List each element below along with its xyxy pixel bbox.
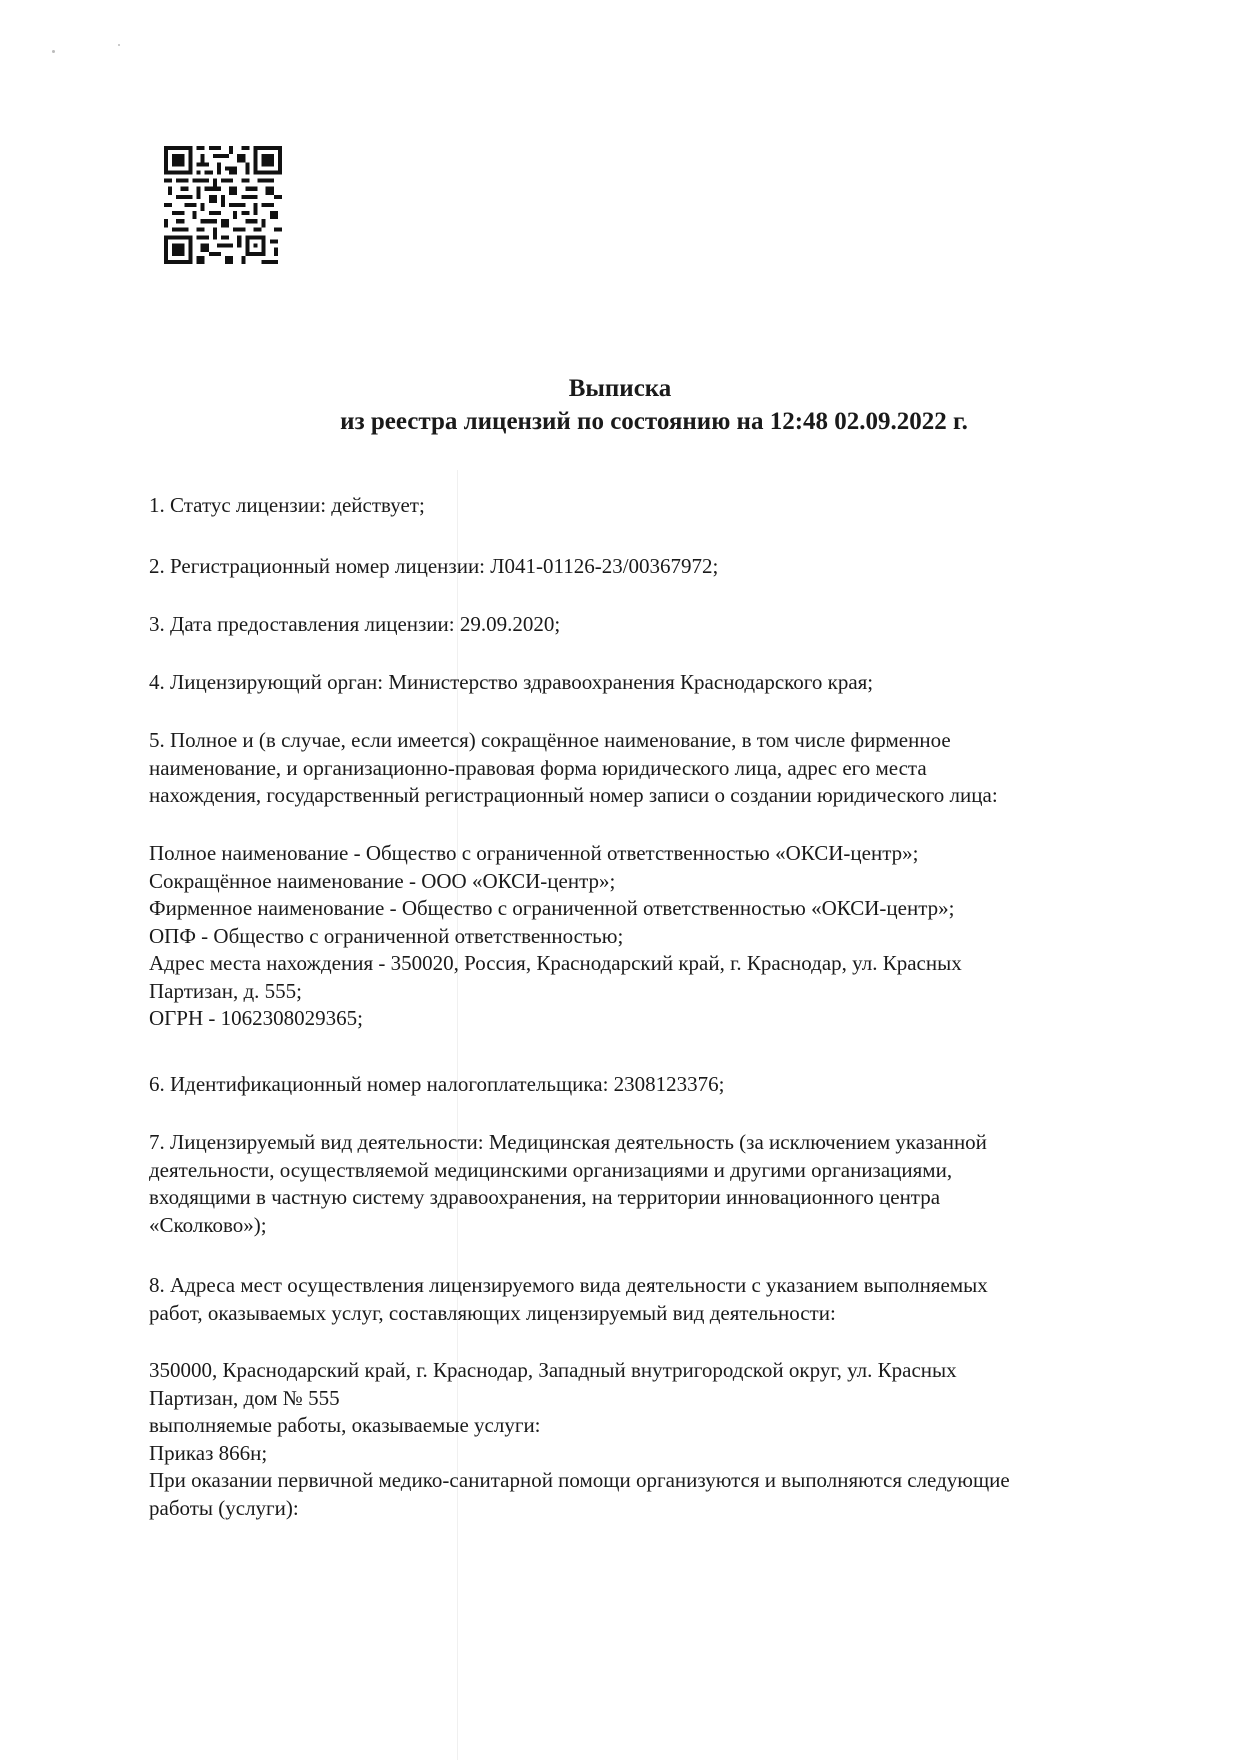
item-registration-number: 2. Регистрационный номер лицензии: Л041-01126-23/00367972; [149,554,719,578]
item-entity-details: Полное наименование - Общество с ограниченной ответственностью «ОКСИ-центр»; Сокращённое наименование - ООО «ОКСИ-центр»; Фирменное наименование - Общество с ограниченной ответственностью «ОКСИ-центр»; ОПФ - Общество с ограниченной ответственностью; Адрес места нахождения - 350020, Россия, Краснодарский край, г. Краснодар, ул. Красных Партизан, д. 555; ОГРН - 1062308029365; [149,841,962,1030]
item-taxpayer-number: 6. Идентификационный номер налогоплательщика: 2308123376; [149,1072,725,1096]
qr-code-icon [164,142,282,268]
document-subtitle: из реестра лицензий по состоянию на 12:48 02.09.2022 г. [340,408,968,435]
item-entity-name-heading: 5. Полное и (в случае, если имеется) сокращённое наименование, в том числе фирменное наименование, и организационно-правовая форма юридического лица, адрес его места нахождения, государственный регистрационный номер записи о создании юридического лица: [149,728,998,807]
item-license-status: 1. Статус лицензии: действует; [149,493,425,517]
item-activity-addresses-heading: 8. Адреса мест осуществления лицензируемого вида деятельности с указанием выполняемых работ, оказываемых услуг, составляющих лицензируемый вид деятельности: [149,1273,988,1325]
item-activity-address-details: 350000, Краснодарский край, г. Краснодар, Западный внутригородской округ, ул. Красных Партизан, дом № 555 выполняемые работы, оказываемые услуги: Приказ 866н; При оказании первичной медико-санитарной помощи организуются и выполняются следующие работы (услуги): [149,1358,1010,1520]
scan-speck [52,50,55,53]
item-licensing-authority: 4. Лицензирующий орган: Министерство здравоохранения Краснодарского края; [149,670,874,694]
item-licensed-activity: 7. Лицензируемый вид деятельности: Медицинская деятельность (за исключением указанной деятельности, осуществляемой медицинскими организациями и другими организациями, входящими в частную систему здравоохранения, на территории инновационного центра «Сколково»); [149,1130,987,1237]
scan-artifact-line [457,470,458,1760]
document-title: Выписка [568,375,672,402]
item-issue-date: 3. Дата предоставления лицензии: 29.09.2020; [149,612,561,636]
scan-speck [118,44,120,46]
